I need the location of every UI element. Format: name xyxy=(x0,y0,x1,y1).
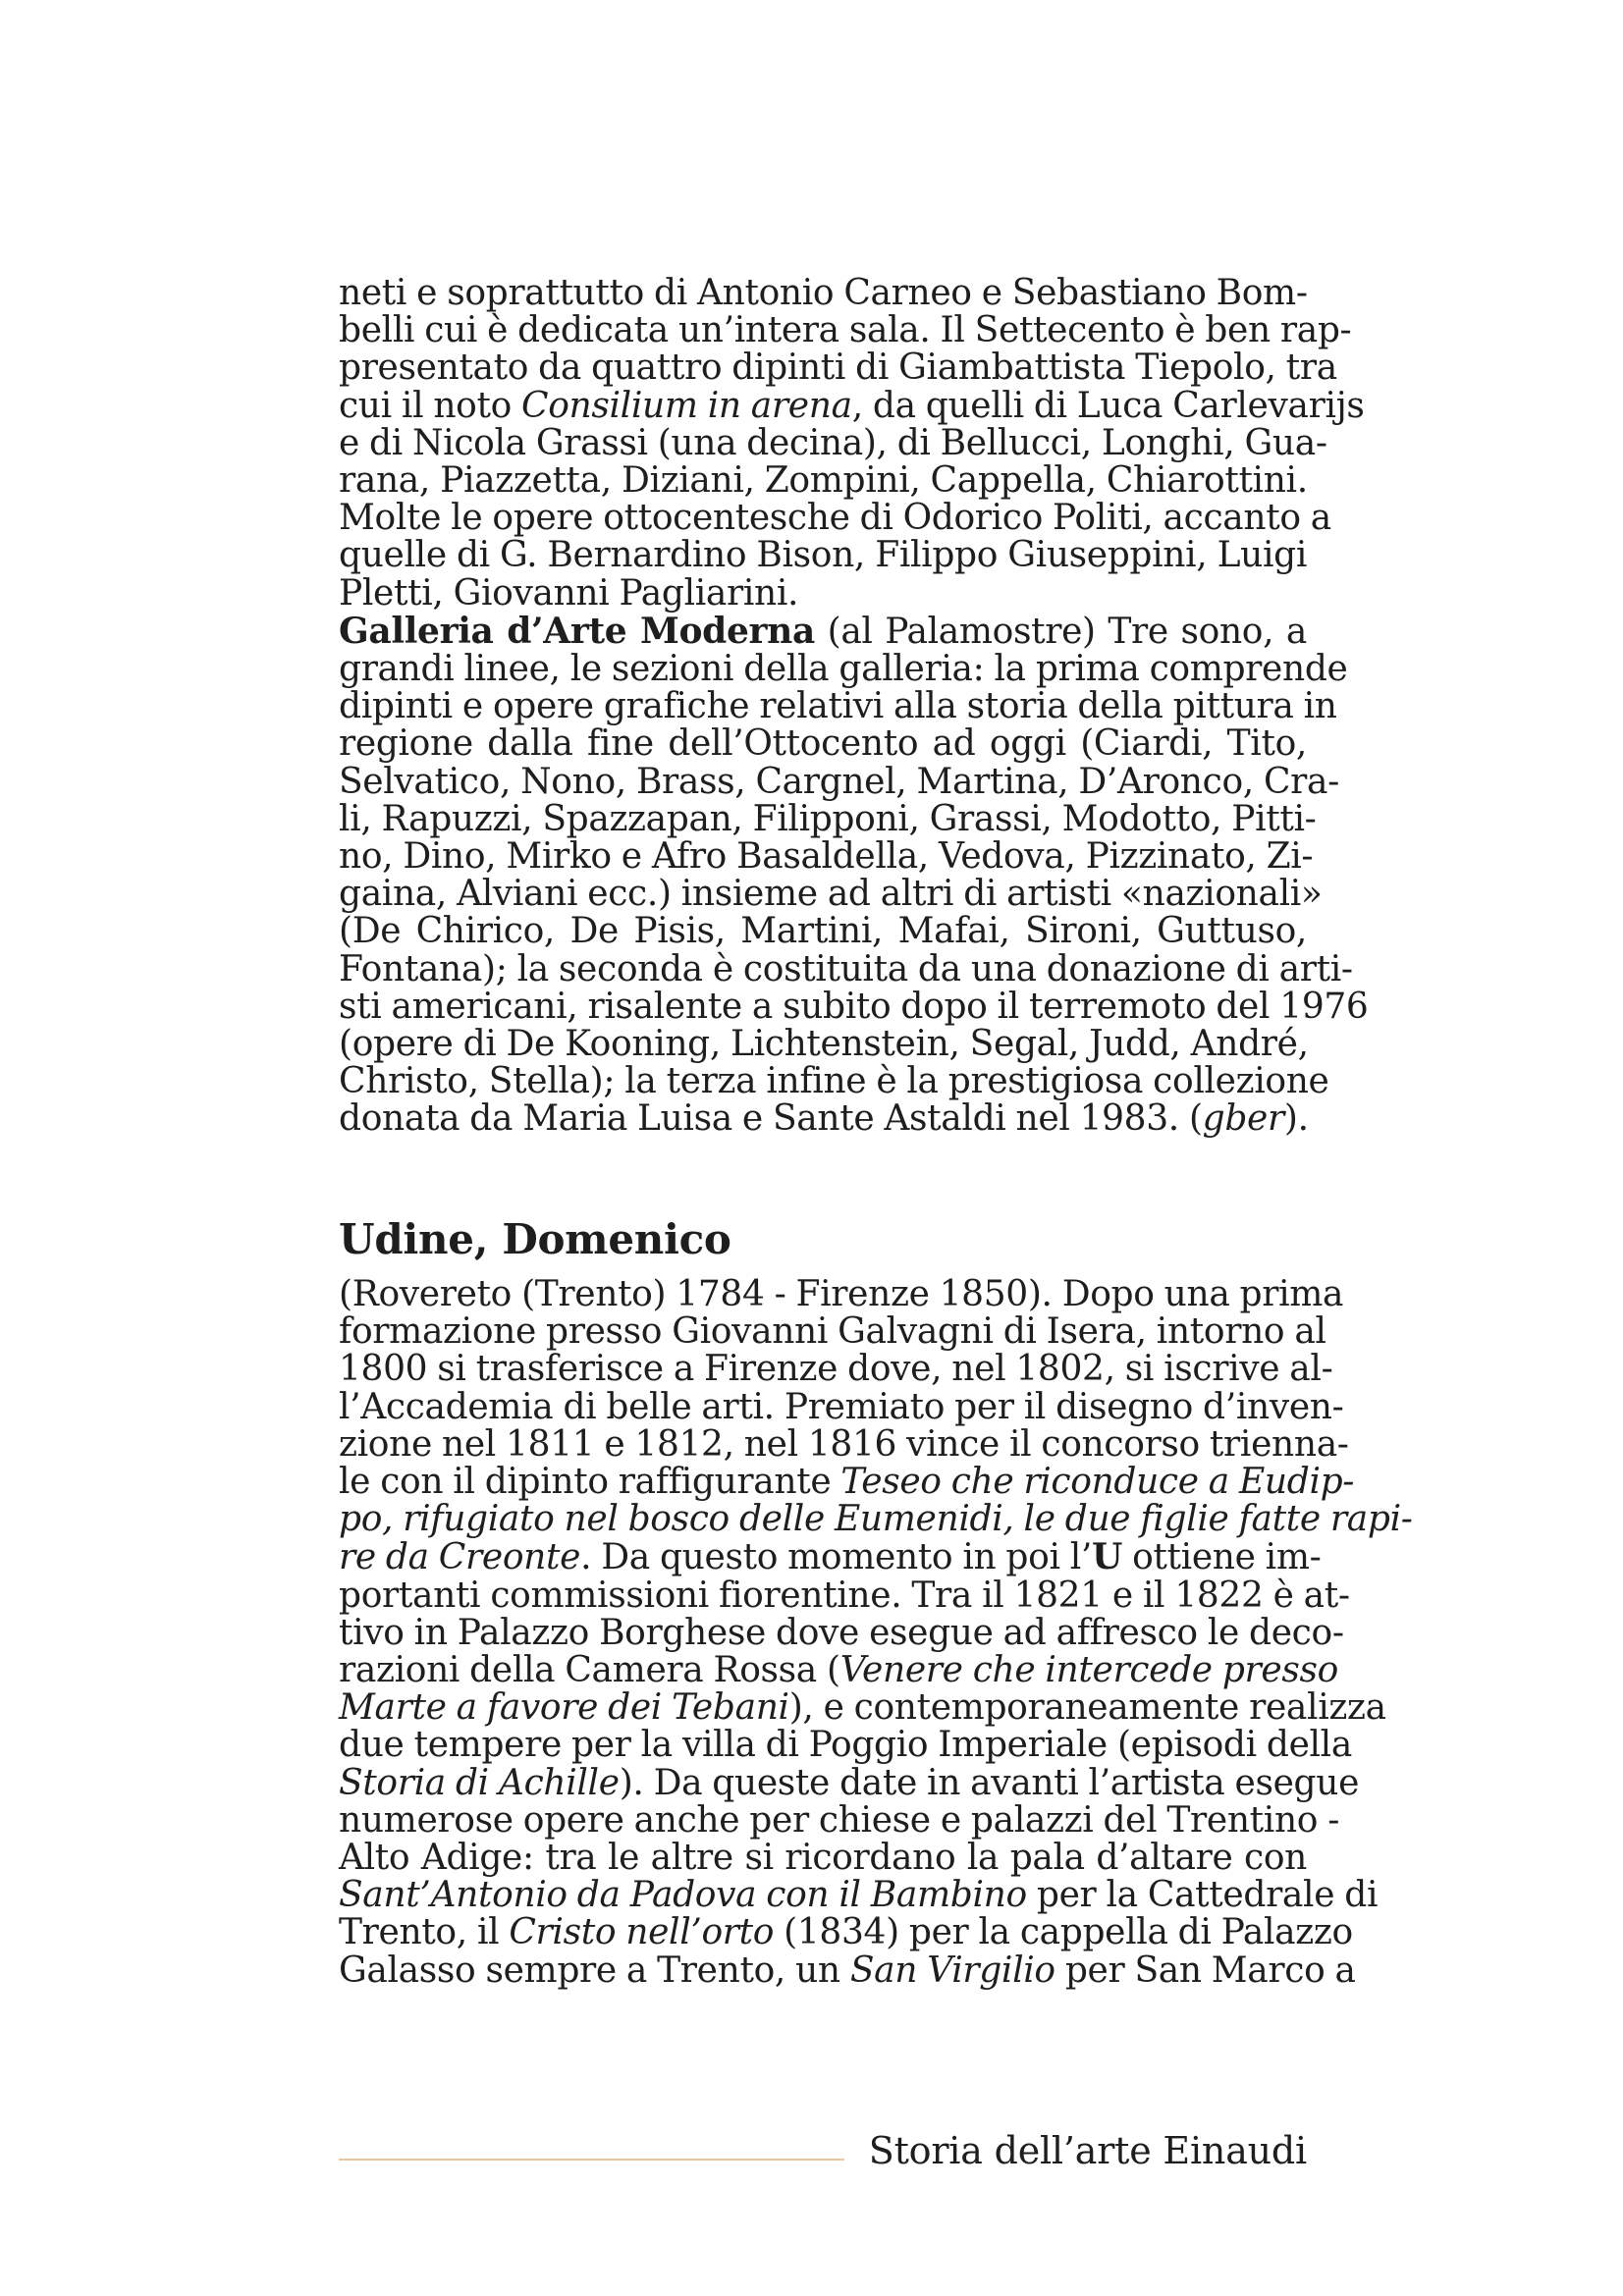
text-run: per la Cattedrale di xyxy=(1026,1875,1379,1916)
section-title: Galleria d’Arte Moderna xyxy=(339,610,815,652)
artwork-title: Cristo nell’orto xyxy=(509,1912,775,1953)
text-line: belli cui è dedicata un’intera sala. Il Settecento è ben rap- xyxy=(339,310,1352,351)
text-line xyxy=(339,1462,1355,1503)
text-line: zione nel 1811 e 1812, nel 1816 vince il concorso trienna- xyxy=(339,1423,1349,1465)
text-line: due tempere per la villa di Poggio Imperiale (episodi della xyxy=(339,1725,1352,1766)
text-line: quelle di G. Bernardino Bison, Filippo Giuseppini, Luigi xyxy=(339,535,1307,576)
gallery-description xyxy=(339,273,1369,1140)
text-run: , da quelli di Luca Carlevarijs xyxy=(851,385,1365,426)
text-line: (Rovereto (Trento) 1784 - Firenze 1850). Dopo una prima xyxy=(339,1274,1344,1314)
text-line xyxy=(339,610,1307,652)
text-line: e di Nicola Grassi (una decina), di Bellucci, Longhi, Gua- xyxy=(339,422,1327,463)
text-line xyxy=(339,1100,1307,1138)
text-run: per San Marco a xyxy=(1055,1949,1356,1991)
artwork-title: Venere che intercede presso xyxy=(839,1650,1338,1691)
text-run: Trento, il xyxy=(339,1912,510,1953)
text-line: 1800 si trasferisce a Firenze dove, nel 1802, si iscrive al- xyxy=(339,1349,1333,1390)
artwork-title: Teseo che riconduce a Eudip- xyxy=(840,1462,1355,1503)
text-line xyxy=(339,1875,1379,1916)
text-run: Galasso sempre a Trento, un xyxy=(339,1949,850,1991)
footer-title: Storia dell’arte Einaudi xyxy=(868,2129,1307,2172)
text-line xyxy=(339,1650,1338,1691)
text-line xyxy=(339,1949,1356,1991)
entry-body xyxy=(339,1274,1413,1991)
text-line: regione dalla fine dell’Ottocento ad oggi (Ciardi, Tito, xyxy=(339,723,1307,765)
text-run: (1834) per la cappella di Palazzo xyxy=(774,1912,1353,1953)
text-line: Fontana); la seconda è costituita da una donazione di arti- xyxy=(339,948,1353,989)
text-line: dipinti e opere grafiche relativi alla storia della pittura in xyxy=(339,686,1337,727)
text-line: numerose opere anche per chiese e palazzi del Trentino - xyxy=(339,1799,1340,1841)
text-line: l’Accademia di belle arti. Premiato per il disegno d’inven- xyxy=(339,1386,1344,1427)
text-run: ). xyxy=(1283,1098,1309,1140)
artwork-title: Marte a favore dei Tebani xyxy=(339,1687,789,1729)
text-line: grandi linee, le sezioni della galleria: la prima comprende xyxy=(339,649,1348,690)
text-line xyxy=(339,1687,1386,1729)
entry-heading: Udine, Domenico xyxy=(339,1215,731,1263)
text-line: Molte le opere ottocentesche di Odorico Politi, accanto a xyxy=(339,498,1331,539)
text-line: neti e soprattutto di Antonio Carneo e Sebastiano Bom- xyxy=(339,273,1308,313)
text-line: formazione presso Giovanni Galvagni di Isera, intorno al xyxy=(339,1311,1326,1353)
text-line: (De Chirico, De Pisis, Martini, Mafai, Sironi, Guttuso, xyxy=(339,911,1307,952)
text-line: Pletti, Giovanni Pagliarini. xyxy=(339,572,799,614)
text-line xyxy=(339,385,1365,426)
text-run: cui il noto xyxy=(339,385,522,426)
text-line: Alto Adige: tra le altre si ricordano la pala d’altare con xyxy=(339,1838,1307,1879)
text-line: gaina, Alviani ecc.) insieme ad altri di artisti «nazionali» xyxy=(339,874,1323,915)
text-line: presentato da quattro dipinti di Giambattista Tiepolo, tra xyxy=(339,347,1337,389)
text-line: sti americani, risalente a subito dopo il terremoto del 1976 xyxy=(339,986,1369,1027)
author-initials: gber xyxy=(1202,1098,1284,1140)
artwork-title: Sant’Antonio da Padova con il Bambino xyxy=(339,1875,1027,1916)
text-line: tivo in Palazzo Borghese dove esegue ad affresco le deco- xyxy=(339,1612,1344,1653)
text-run: ). Da queste date in avanti l’artista esegue xyxy=(619,1762,1360,1803)
text-run: donata da Maria Luisa e Sante Astaldi nel 1983. ( xyxy=(339,1098,1203,1140)
artwork-title: re da Creonte xyxy=(339,1537,581,1578)
artwork-title: Storia di Achille xyxy=(339,1762,620,1803)
text-line xyxy=(339,1912,1353,1953)
entry-abbreviation: U xyxy=(1091,1536,1123,1578)
text-run: . Da questo momento in poi l’ xyxy=(580,1537,1092,1578)
text-run: le con il dipinto raffigurante xyxy=(339,1462,841,1503)
text-line xyxy=(339,1762,1360,1803)
text-line: Selvatico, Nono, Brass, Cargnel, Martina, D’Aronco, Cra- xyxy=(339,761,1339,802)
text-run: (al Palamostre) Tre sono, a xyxy=(814,611,1307,652)
artwork-title: San Virgilio xyxy=(849,1949,1055,1991)
text-line xyxy=(339,1536,1322,1578)
text-line: (opere di De Kooning, Lichtenstein, Segal, Judd, André, xyxy=(339,1024,1309,1065)
text-line: li, Rapuzzi, Spazzapan, Filipponi, Grassi, Modotto, Pitti- xyxy=(339,798,1317,839)
text-line: portanti commissioni fiorentine. Tra il 1821 e il 1822 è at- xyxy=(339,1575,1350,1616)
text-run: ottiene im- xyxy=(1122,1537,1322,1578)
text-line: no, Dino, Mirko e Afro Basaldella, Vedova, Pizzinato, Zi- xyxy=(339,836,1314,878)
text-line: Christo, Stella); la terza infine è la prestigiosa collezione xyxy=(339,1061,1329,1102)
footer-rule xyxy=(339,2159,844,2161)
artwork-title: po, rifugiato nel bosco delle Eumenidi, le due figlie fatte rapi- xyxy=(339,1499,1413,1540)
text-run: razioni della Camera Rossa ( xyxy=(339,1650,840,1691)
text-run: ), e contemporaneamente realizza xyxy=(788,1687,1386,1729)
text-line: rana, Piazzetta, Diziani, Zompini, Cappella, Chiarottini. xyxy=(339,460,1308,502)
artwork-title: Consilium in arena xyxy=(521,385,852,426)
